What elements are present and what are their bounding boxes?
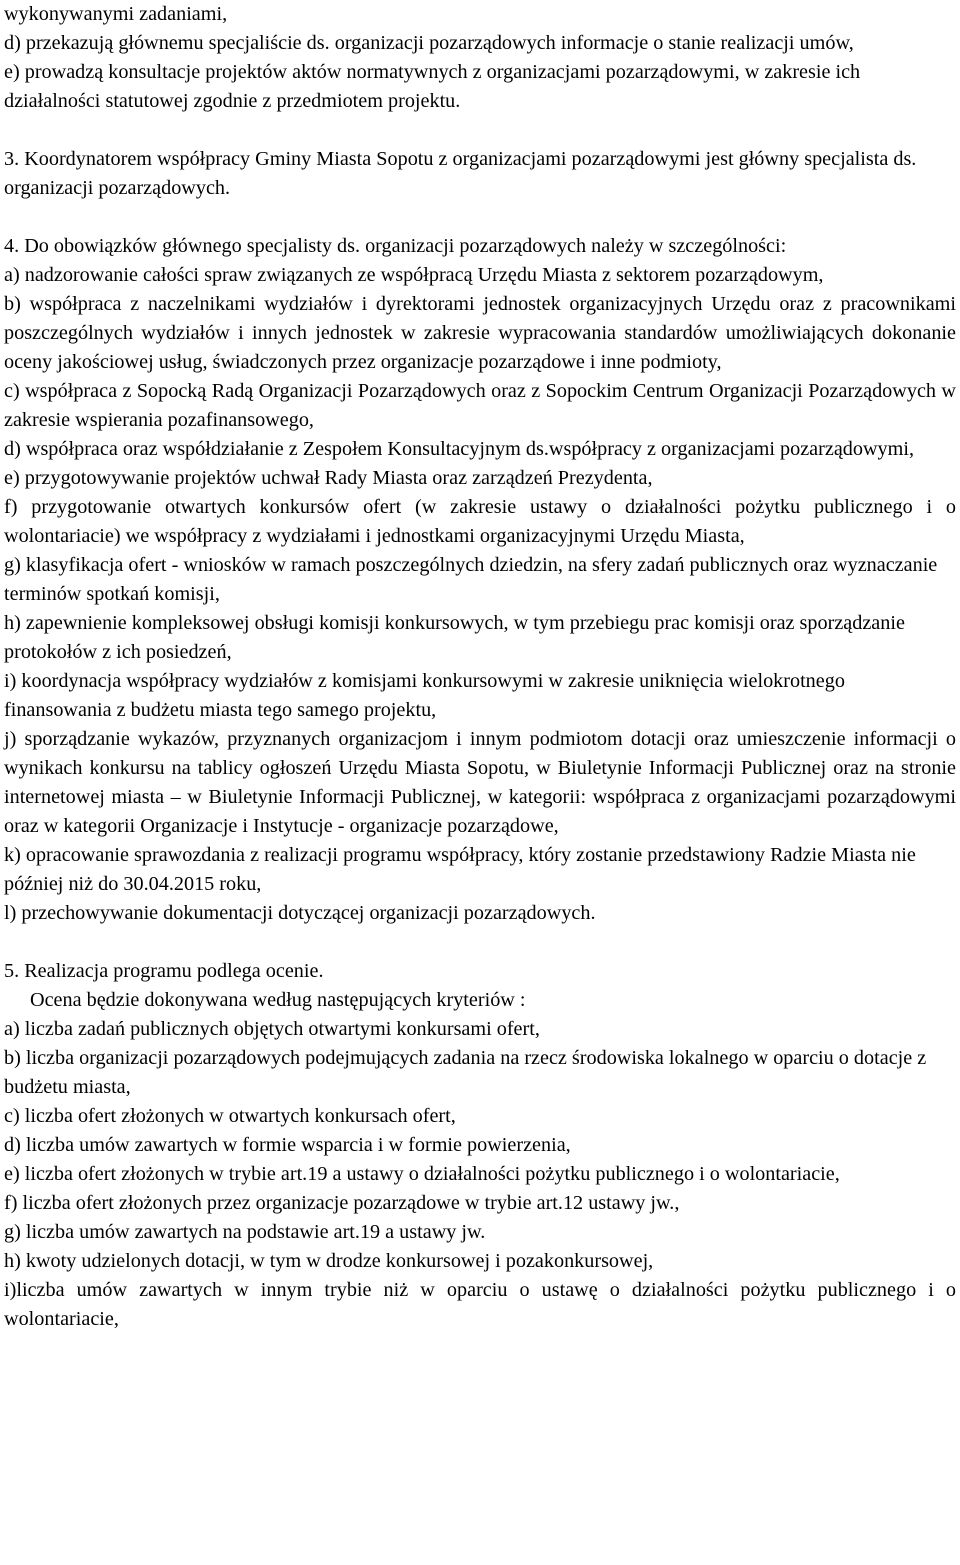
list-item: b) liczba organizacji pozarządowych podejmujących zadania na rzecz środowiska lokalnego w oparciu o dotacje z budżetu miasta, [4,1047,927,1098]
list-item: i) koordynacja współpracy wydziałów z komisjami konkursowymi w zakresie uniknięcia wielokrotnego finansowania z budżetu miasta tego samego projektu, [4,670,845,721]
paragraph-d: d) przekazują głównemu specjaliście ds. organizacji pozarządowych informacje o stanie realizacji umów, [4,32,854,54]
list-item: c) współpraca z Sopocką Radą Organizacji Pozarządowych oraz z Sopockim Centrum Organizacji Pozarządowych w zakresie wspierania pozafinansowego, [4,380,956,431]
spacer [4,928,956,957]
section-5-intro: 5. Realizacja programu podlega ocenie. [4,960,324,982]
list-item: b) współpraca z naczelnikami wydziałów i dyrektorami jednostek organizacyjnych Urzędu oraz z pracownikami poszczególnych wydziałów i innych jednostek w zakresie wypracowania standardów umożliwiających dokonanie oceny jakościowej usług, świadczonych przez organizacje pozarządowe i inne podmioty, [4,293,956,373]
list-item: e) liczba ofert złożonych w trybie art.19 a ustawy o działalności pożytku publicznego i o wolontariacie, [4,1163,840,1185]
spacer [4,203,956,232]
list-item: h) kwoty udzielonych dotacji, w tym w drodze konkursowej i pozakonkursowej, [4,1250,654,1272]
list-item: d) współpraca oraz współdziałanie z Zespołem Konsultacyjnym ds.współpracy z organizacjami pozarządowymi, [4,438,915,460]
list-item: d) liczba umów zawartych w formie wsparcia i w formie powierzenia, [4,1134,571,1156]
text-line: wykonywanymi zadaniami, [4,3,228,25]
list-item: f) przygotowanie otwartych konkursów ofert (w zakresie ustawy o działalności pożytku publicznego i o wolontariacie) we współpracy z wydziałami i jednostkami organizacyjnymi Urzędu Miasta, [4,496,956,547]
list-item: e) przygotowywanie projektów uchwał Rady Miasta oraz zarządzeń Prezydenta, [4,467,653,489]
list-item: l) przechowywanie dokumentacji dotyczącej organizacji pozarządowych. [4,902,596,924]
list-item: f) liczba ofert złożonych przez organizacje pozarządowe w trybie art.12 ustawy jw., [4,1192,680,1214]
paragraph-e: e) prowadzą konsultacje projektów aktów normatywnych z organizacjami pozarządowymi, w zakresie ich działalności statutowej zgodnie z przedmiotem projektu. [4,61,861,112]
list-item: g) klasyfikacja ofert - wniosków w ramach poszczególnych dziedzin, na sfery zadań publicznych oraz wyznaczanie terminów spotkań komisji, [4,554,938,605]
criteria-intro: Ocena będzie dokonywana według następujących kryteriów : [30,989,526,1011]
section-3: 3. Koordynatorem współpracy Gminy Miasta Sopotu z organizacjami pozarządowymi jest główny specjalista ds. organizacji pozarządowych. [4,148,917,199]
list-item: i)liczba umów zawartych w innym trybie niż w oparciu o ustawę o działalności pożytku publicznego i o wolontariacie, [4,1279,956,1330]
list-item: k) opracowanie sprawozdania z realizacji programu współpracy, który zostanie przedstawiony Radzie Miasta nie później niż do 30.04.2015 roku, [4,844,916,895]
section-4-intro: 4. Do obowiązków głównego specjalisty ds. organizacji pozarządowych należy w szczególności: [4,235,787,257]
list-item: g) liczba umów zawartych na podstawie art.19 a ustawy jw. [4,1221,486,1243]
list-item: h) zapewnienie kompleksowej obsługi komisji konkursowych, w tym przebiegu prac komisji oraz sporządzanie protokołów z ich posiedzeń, [4,612,905,663]
list-item: c) liczba ofert złożonych w otwartych konkursach ofert, [4,1105,456,1127]
list-item: a) nadzorowanie całości spraw związanych ze współpracą Urzędu Miasta z sektorem pozarządowym, [4,264,824,286]
list-item: a) liczba zadań publicznych objętych otwartymi konkursami ofert, [4,1018,540,1040]
spacer [4,116,956,145]
list-item: j) sporządzanie wykazów, przyznanych organizacjom i innym podmiotom dotacji oraz umieszczenie informacji o wynikach konkursu na tablicy ogłoszeń Urzędu Miasta Sopotu, w Biuletynie Informacji Publicznej oraz na stronie internetowej miasta – w Biuletynie Informacji Publicznej, w kategorii: współpraca z organizacjami pozarządowymi oraz w kategorii Organizacje i Instytucje - organizacje pozarządowe, [4,728,956,837]
